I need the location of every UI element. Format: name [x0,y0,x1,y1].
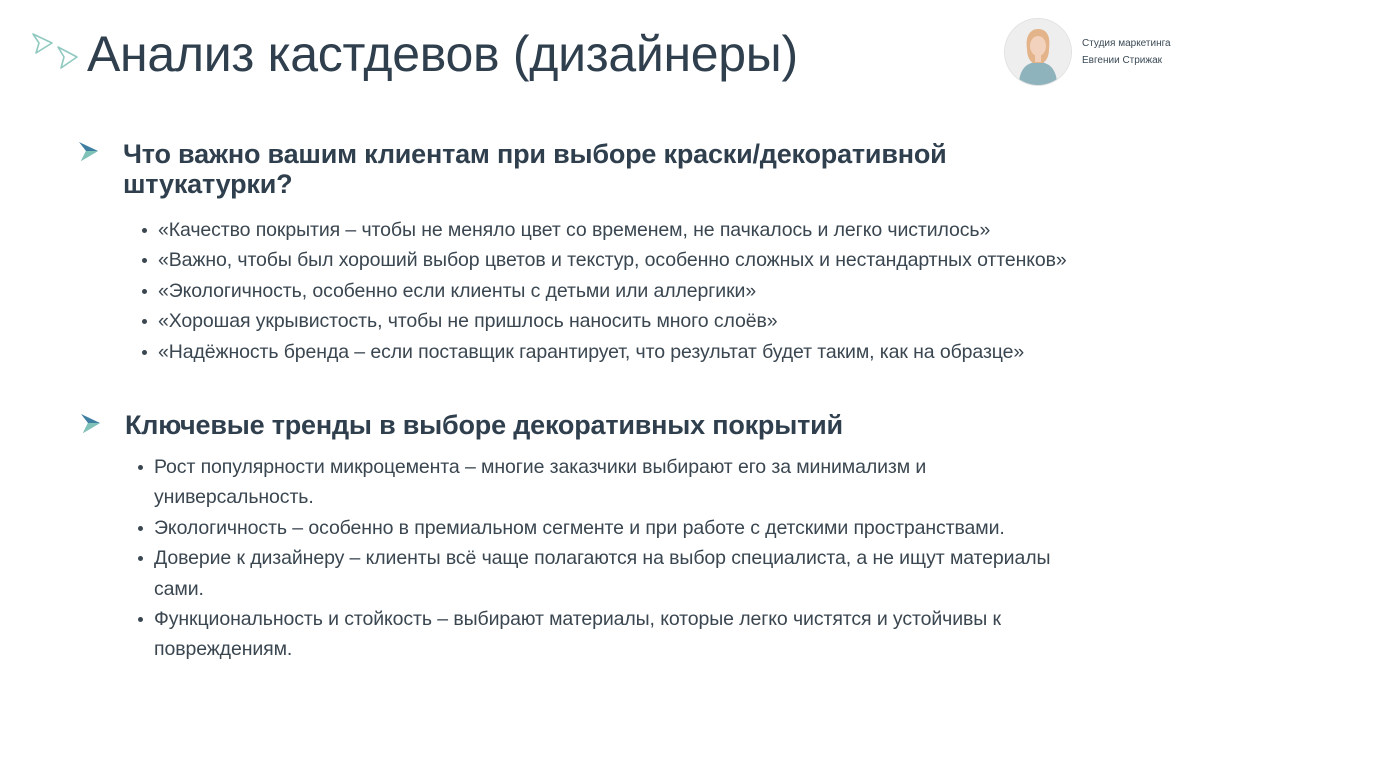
list-item: «Экологичность, особенно если клиенты с детьми или аллергики» [158,276,1118,306]
list-item: Рост популярности микроцемента – многие заказчики выбирают его за минимализм и универсальность. [154,452,1054,513]
bullet-list [154,452,1054,665]
arrow-marker-icon [79,412,103,436]
avatar [1005,19,1071,85]
section-title: Ключевые тренды в выборе декоративных покрытий [125,410,843,440]
brand-line-1: Студия маркетинга [1082,38,1171,49]
page-title: Анализ кастдевов (дизайнеры) [87,26,798,82]
list-item: «Важно, чтобы был хороший выбор цветов и текстур, особенно сложных и нестандартных оттенков» [158,245,1118,275]
brand-block [1005,19,1171,85]
brand-line-2: Евгении Стрижак [1082,55,1163,66]
section-title-line-1: Что важно вашим клиентам при выборе краски/декоративной [123,139,947,169]
list-item: Экологичность – особенно в премиальном сегменте и при работе с детскими пространствами. [154,513,1054,543]
bullet-list [158,215,1118,367]
avatar-portrait-image [1005,19,1071,85]
list-item: «Надёжность бренда – если поставщик гарантирует, что результат будет таким, как на образце» [158,337,1118,367]
list-item: «Хорошая укрывистость, чтобы не пришлось наносить много слоёв» [158,306,1118,336]
section-title [123,139,947,199]
list-item: «Качество покрытия – чтобы не меняло цвет со временем, не пачкалось и легко чистилось» [158,215,1118,245]
arrow-marker-icon [77,140,101,164]
section-title-line-2: штукатурки? [123,169,293,199]
double-arrow-outline-icon [30,31,80,73]
list-item: Доверие к дизайнеру – клиенты всё чаще полагаются на выбор специалиста, а не ищут материалы сами. [154,543,1054,604]
list-item: Функциональность и стойкость – выбирают материалы, которые легко чистятся и устойчивы к повреждениям. [154,604,1054,665]
brand-text [1082,35,1171,69]
